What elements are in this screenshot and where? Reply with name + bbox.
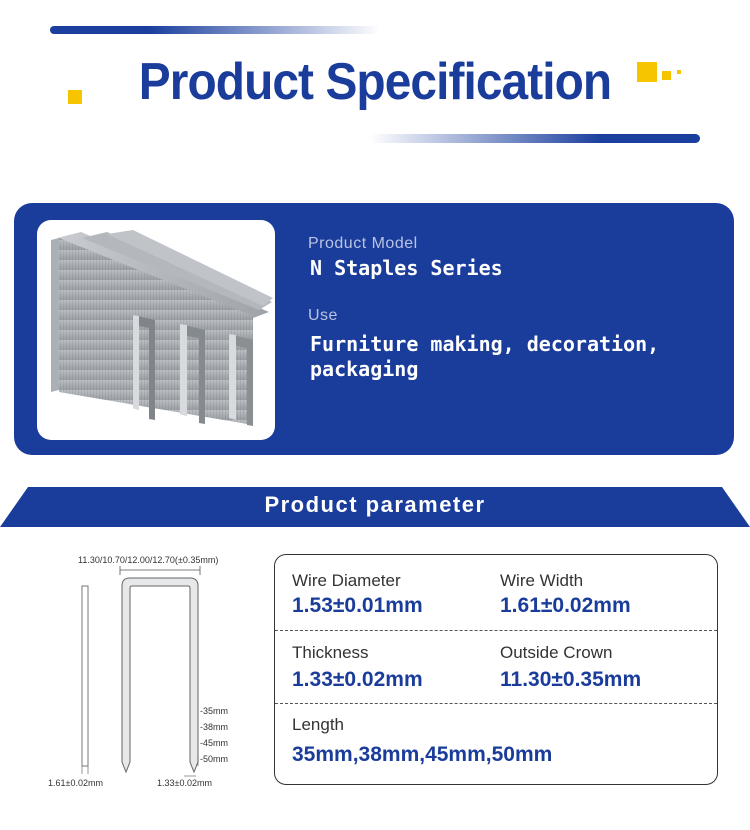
wire-diameter-label: Wire Diameter	[292, 571, 401, 590]
row-divider-2	[275, 703, 717, 704]
wire-diameter-value: 1.53±0.01mm	[292, 594, 423, 617]
parameter-banner-title: Product parameter	[264, 492, 486, 517]
outside-crown-value: 11.30±0.35mm	[500, 668, 642, 691]
product-model-value: N Staples Series	[310, 256, 503, 280]
staples-image-icon	[37, 220, 275, 440]
length-45: -45mm	[200, 738, 229, 748]
yellow-square-right-medium	[662, 71, 671, 80]
wire-width-value: 1.61±0.02mm	[500, 594, 631, 617]
thickness-value: 1.33±0.02mm	[292, 668, 423, 691]
yellow-square-right-small	[677, 70, 681, 74]
product-photo	[37, 220, 275, 440]
use-value-line1: Furniture making, decoration,	[310, 332, 660, 356]
length-value: 35mm,38mm,45mm,50mm	[292, 743, 553, 766]
staple-diagram	[60, 566, 210, 786]
length-35: -35mm	[200, 706, 229, 716]
row-divider-1	[275, 630, 717, 631]
wire-width-dimension: 1.61±0.02mm	[48, 778, 103, 788]
crown-dimension: 11.30/10.70/12.00/12.70(±0.35mm)	[78, 555, 219, 565]
outside-crown-label: Outside Crown	[500, 643, 613, 662]
length-50: -50mm	[200, 754, 229, 764]
yellow-square-right-large	[637, 62, 657, 82]
header-bottom-bar	[370, 134, 700, 143]
use-label: Use	[308, 307, 338, 324]
header-top-bar	[50, 26, 380, 34]
length-38: -38mm	[200, 722, 229, 732]
use-value-line2: packaging	[310, 357, 419, 381]
thickness-label: Thickness	[292, 643, 369, 662]
page-title: Product Specification	[138, 53, 612, 111]
thickness-dimension: 1.33±0.02mm	[157, 778, 212, 788]
length-list	[200, 703, 228, 767]
wire-width-label: Wire Width	[500, 571, 584, 590]
length-label: Length	[292, 715, 344, 734]
product-model-label: Product Model	[308, 235, 418, 252]
